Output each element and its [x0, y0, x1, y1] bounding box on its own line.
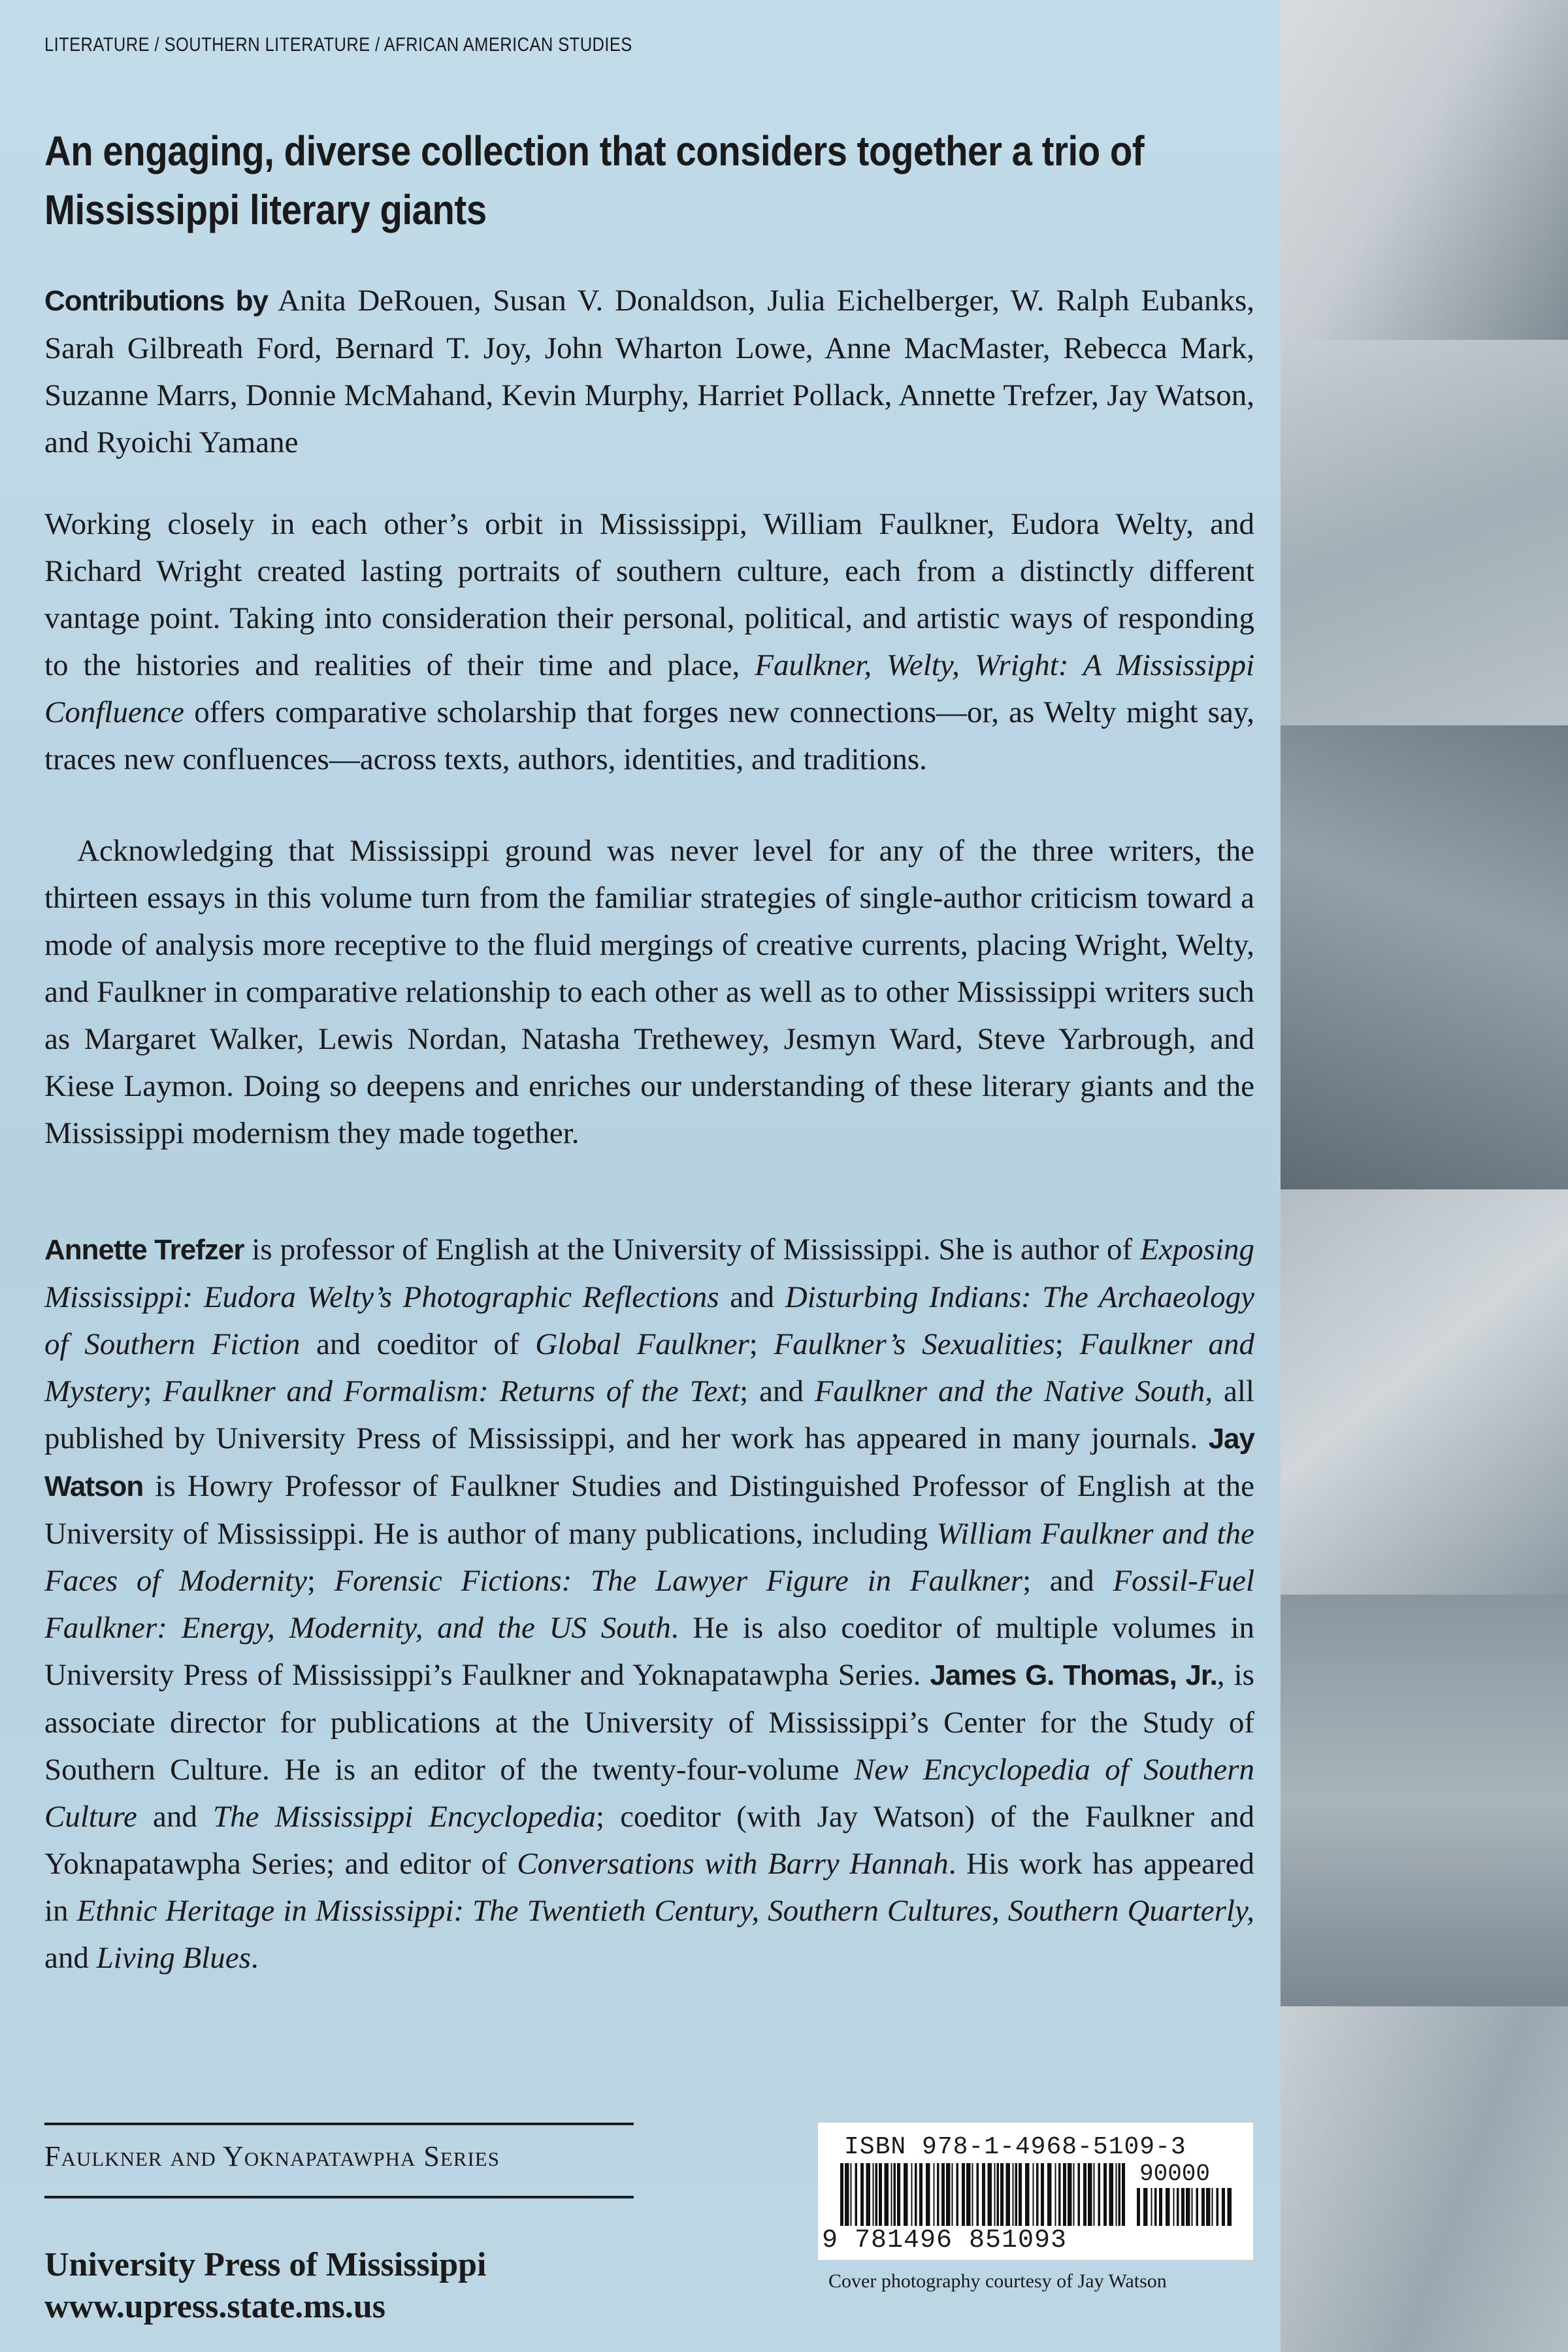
isbn-label: ISBN 978-1-4968-5109-3 [844, 2133, 1186, 2161]
description-paragraph-2: Acknowledging that Mississippi ground was never level for any of the three writers, the thirteen essays in this volume turn from the familiar strategies of single-author criticism toward a mode of analysis more receptive to the fluid mergings of creative currents, placing Wright, Welty, and Faulkner in comparative relationship to each other as well as to other Mississippi writers such as Margaret Walker, Lewis Nordan, Natasha Trethewey, Jesmyn Ward, Steve Yarbrough, and Kiese Laymon. Doing so deepens and enriches our understanding of these literary giants and the Mississippi modernism they made together. [44, 834, 1254, 1150]
barcode-bar [1166, 2188, 1170, 2226]
barcode-bar [1217, 2188, 1219, 2226]
barcode-bar [1186, 2188, 1190, 2226]
barcode-bar [1192, 2188, 1193, 2226]
series-name: Faulkner and Yoknapatawpha Series [44, 2140, 500, 2172]
bio-text: . [250, 1941, 259, 1975]
publisher-name: University Press of Mississippi [44, 2246, 487, 2283]
barcode-bar [972, 2163, 973, 2226]
book-title: Faulkner’s Sexualities [774, 1327, 1055, 1361]
book-title: The Mississippi Encyclopedia [212, 1800, 596, 1834]
barcode-bar [1041, 2163, 1044, 2226]
editor-name: James G. Thomas, Jr. [930, 1659, 1217, 1691]
barcode-bar [1151, 2188, 1152, 2226]
barcode-bar [1119, 2163, 1121, 2226]
barcode-bar [840, 2163, 843, 2226]
description-paragraph-1 [44, 501, 1254, 783]
barcode-bar [1173, 2188, 1175, 2226]
barcode-bar [994, 2163, 996, 2226]
category-line: LITERATURE / SOUTHERN LITERATURE / AFRICAN AMERICAN STUDIES [44, 34, 632, 56]
bio-text: and [44, 1941, 97, 1975]
barcode-bar [1019, 2163, 1022, 2226]
series-rule-bottom [44, 2196, 634, 2198]
barcode-bar [1058, 2163, 1061, 2226]
book-title: Living Blues [96, 1941, 251, 1975]
bio-text: ; and [1022, 1564, 1113, 1598]
barcode-bar [1088, 2163, 1092, 2226]
isbn-barcode [818, 2123, 1253, 2260]
barcode-addon-bars [1137, 2188, 1235, 2226]
series-rule-top [44, 2123, 634, 2125]
barcode-bar [1078, 2163, 1081, 2226]
book-title: Faulkner and Mystery [44, 1327, 1255, 1408]
barcode-bar [1116, 2163, 1117, 2226]
barcode-bar [875, 2163, 878, 2226]
barcode-bar [1033, 2163, 1034, 2226]
bio-text: ; and [740, 1374, 815, 1408]
barcode-bar [851, 2163, 852, 2226]
barcode-bar [934, 2163, 935, 2226]
barcode-bar [897, 2163, 900, 2226]
barcode-bar [911, 2163, 913, 2226]
contributors-paragraph [44, 277, 1254, 466]
book-title: Global Faulkner [535, 1327, 749, 1361]
price-code: 90000 [1139, 2161, 1211, 2187]
barcode-bar [966, 2163, 971, 2226]
bio-text: . He is also coeditor of multiple volumes in University Press of Mississippi’s Faulkner and Yoknapatawpha Series. [44, 1611, 1254, 1692]
barcode-bar [1228, 2188, 1232, 2226]
contributors-names: Anita DeRouen, Susan V. Donaldson, Julia Eichelberger, W. Ralph Eubanks, Sarah Gilbreath Ford, Bernard T. Joy, John Wharton Lowe, Anne MacMaster, Rebecca Mark, Suzanne Marrs, Donnie McMahand, Kevin Murphy, Harriet Pollack, Annette Trefzer, Jay Watson, and Ryoichi Yamane [44, 284, 1254, 459]
barcode-bar [873, 2163, 874, 2226]
barcode-bar [1098, 2163, 1101, 2226]
barcode-bar [997, 2163, 1000, 2226]
barcode-bar [977, 2163, 979, 2226]
barcode-bar [1047, 2163, 1052, 2226]
barcode-bar [1063, 2163, 1066, 2226]
description-text: Working closely in each other’s orbit in Mississippi, William Faulkner, Eudora Welty, and Richard Wright created lasting portraits of southern culture, each from a distinctly different vantage point. Taking into consideration their personal, political, and artistic ways of responding to the histories and realities of their time and place, [44, 507, 1254, 682]
editor-name: Jay Watson [44, 1423, 1254, 1502]
bio-text: and [137, 1800, 213, 1834]
barcode-bar [1137, 2188, 1140, 2226]
headline: An engaging, diverse collection that considers together a trio of Mississippi literary giants [44, 127, 1145, 233]
barcode-bar [1159, 2188, 1162, 2226]
barcode-main-bars [840, 2163, 1128, 2226]
barcode-bar [1201, 2188, 1205, 2226]
barcode-bar [1196, 2188, 1199, 2226]
barcode-bar [891, 2163, 892, 2226]
description-text: offers comparative scholarship that forges new connections—or, as Welty might say, traces new confluences—across texts, authors, identities, and traditions. [44, 695, 1254, 776]
barcode-bar [941, 2163, 945, 2226]
barcode-bar [855, 2163, 858, 2226]
barcode-bar [894, 2163, 896, 2226]
barcode-bar [1181, 2188, 1184, 2226]
bio-text: ; [1054, 1327, 1080, 1361]
barcode-bar [982, 2163, 985, 2226]
barcode-bar [937, 2163, 939, 2226]
barcode-bar [926, 2163, 930, 2226]
publisher-website: www.upress.state.ms.us [44, 2288, 385, 2325]
bio-text: ; [143, 1374, 163, 1408]
barcode-bar [1036, 2163, 1039, 2226]
barcode-bar [988, 2163, 992, 2226]
barcode-bar [1083, 2163, 1086, 2226]
book-title: Fossil-Fuel Faulkner: Energy, Modernity, and the US South [44, 1564, 1254, 1645]
barcode-bar [1109, 2163, 1114, 2226]
bio-text: , all published by University Press of Mississippi, and her work has appeared in many journals. [44, 1374, 1254, 1455]
book-title: William Faulkner and the Faces of Modernity [44, 1517, 1255, 1598]
barcode-bar [1013, 2163, 1014, 2226]
bio-text: ; coeditor (with Jay Watson) of the Faulkner and Yoknapatawpha Series; and editor of [44, 1800, 1254, 1881]
contributors-label: Contributions by [44, 285, 268, 317]
barcode-bar [952, 2163, 953, 2226]
barcode-bar [1094, 2163, 1095, 2226]
bio-text: is professor of English at the University of Mississippi. She is author of [244, 1233, 1141, 1267]
barcode-bar [885, 2163, 889, 2226]
barcode-bar [1177, 2188, 1179, 2226]
barcode-bar [1000, 2163, 1004, 2226]
barcode-bar [866, 2163, 871, 2226]
book-title: Faulkner and the Native South [814, 1374, 1205, 1408]
book-title: Disturbing Indians: The Archaeology of Southern Fiction [44, 1280, 1254, 1361]
barcode-bar [1154, 2188, 1157, 2226]
barcode-bar [1206, 2188, 1211, 2226]
isbn-digits: 9 781496 851093 [822, 2226, 1068, 2255]
barcode-bar [962, 2163, 965, 2226]
barcode-bar [1006, 2163, 1011, 2226]
book-title: Faulkner, Welty, Wright: A Mississippi Confluence [44, 648, 1254, 729]
barcode-bar [1068, 2163, 1072, 2226]
bio-text: and coeditor of [300, 1327, 536, 1361]
barcode-bar [860, 2163, 864, 2226]
book-title: Faulkner and Formalism: Returns of the Text [163, 1374, 740, 1408]
bio-text: ; [306, 1564, 335, 1598]
barcode-bar [904, 2163, 908, 2226]
barcode-bar [1073, 2163, 1075, 2226]
barcode-bar [956, 2163, 959, 2226]
photo-credit: Cover photography courtesy of Jay Watson [828, 2270, 1167, 2292]
bio-text: and [719, 1280, 785, 1314]
barcode-bar [1212, 2188, 1213, 2226]
barcode-bar [919, 2163, 923, 2226]
book-title: Forensic Fictions: The Lawyer Figure in Faulkner [334, 1564, 1023, 1598]
barcode-bar [1055, 2163, 1056, 2226]
barcode-bar [915, 2163, 917, 2226]
barcode-bar [1025, 2163, 1030, 2226]
barcode-bar [1222, 2188, 1225, 2226]
cover-photograph-strip [1281, 0, 1568, 2352]
book-title: Ethnic Heritage in Mississippi: The Twentieth Century, Southern Cultures, Southern Quarterly, [76, 1894, 1254, 1928]
barcode-bar [946, 2163, 951, 2226]
barcode-bar [1103, 2163, 1107, 2226]
bio-text: ; [749, 1327, 774, 1361]
barcode-bar [1122, 2163, 1125, 2226]
barcode-bar [845, 2163, 849, 2226]
book-title: Conversations with Barry Hannah [517, 1847, 949, 1881]
bio-text: . His work has appeared in [44, 1847, 1254, 1928]
barcode-bar [1015, 2163, 1018, 2226]
barcode-bar [879, 2163, 882, 2226]
barcode-bar [1143, 2188, 1148, 2226]
bio-text: is Howry Professor of Faulkner Studies and Distinguished Professor of English at the University of Mississippi. He is author of many publications, including [44, 1469, 1254, 1551]
editor-name: Annette Trefzer [44, 1234, 244, 1266]
book-title: New Encyclopedia of Southern Culture [44, 1753, 1254, 1834]
book-title: Exposing Mississippi: Eudora Welty’s Photographic Reflections [44, 1233, 1254, 1314]
bio-text: , is associate director for publications at the University of Mississippi’s Center for the Study of Southern Culture. He is an editor of the twenty-four-volume [44, 1658, 1254, 1787]
editors-bio [44, 1226, 1254, 1981]
